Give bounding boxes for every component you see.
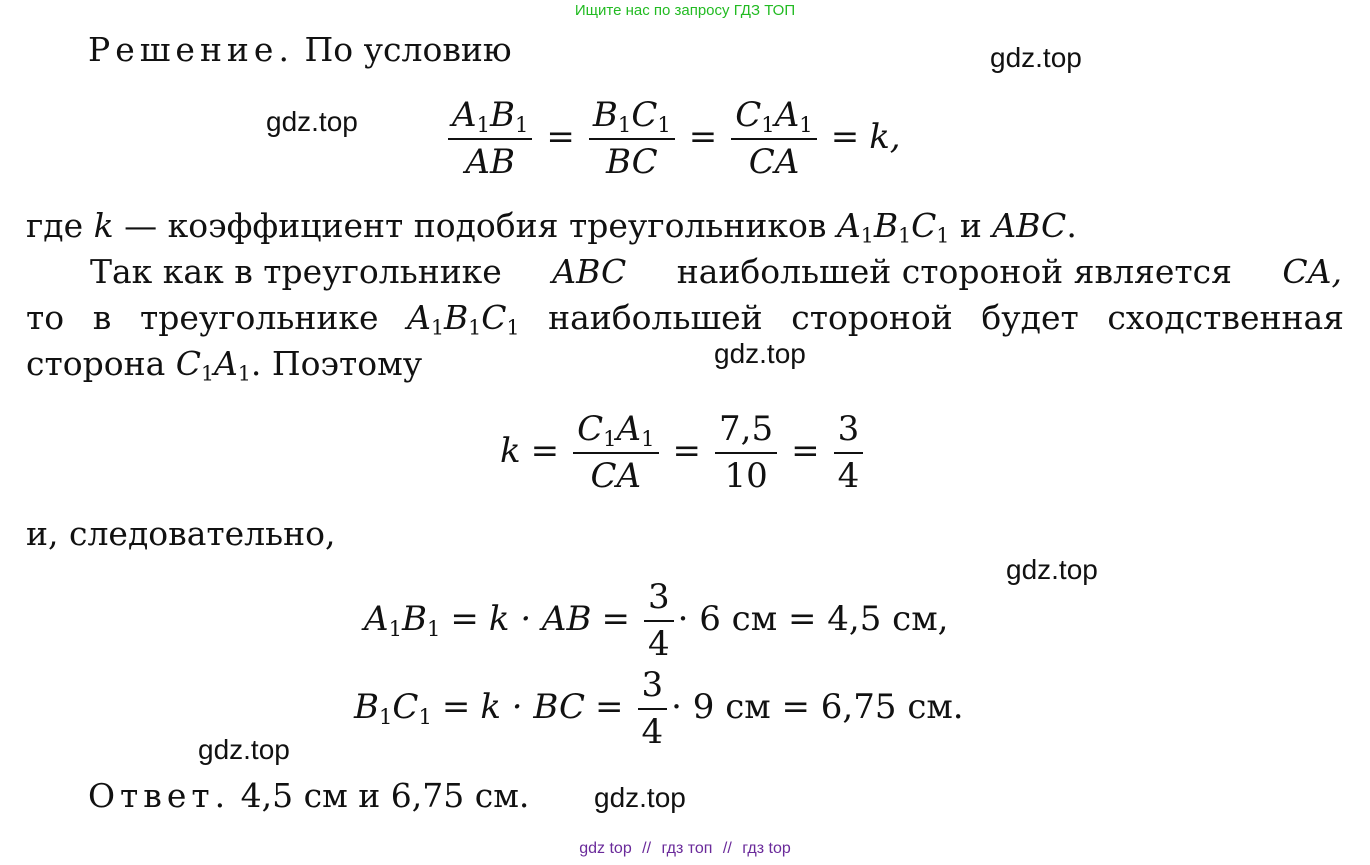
- watermark: gdz.top: [990, 42, 1082, 73]
- formula-k: k = $\frac{C_1A_1}{CA}$ = $\frac{7,5}{10}$ = $\frac{3}{4}$: [500, 410, 867, 496]
- fraction: $\frac{B_1C_1}{BC}$: [589, 96, 675, 182]
- text-line: Так как в треугольнике ABC наибольшей стороной является CA,: [90, 252, 1342, 291]
- fraction: $\frac{C_1A_1}{CA}$: [731, 96, 816, 182]
- watermark: gdz.top: [1006, 554, 1098, 585]
- formula-b1c1: $B_1C_1 = k$ · BC = $\frac{3}{4}$ · 9 см = 6,75 см.: [354, 665, 964, 753]
- fraction: $\frac{7,5}{10}$: [715, 410, 777, 496]
- fraction: $\frac{3}{4}$: [638, 666, 668, 752]
- solution-heading: Решение.: [88, 30, 294, 69]
- fraction: $\frac{3}{4}$: [834, 410, 864, 496]
- watermark: gdz.top: [266, 106, 358, 137]
- footer-separator: //: [642, 840, 652, 857]
- text-line: сторона $C_1A_1$. Поэтому: [26, 344, 423, 386]
- answer-text: 4,5 см и 6,75 см.: [240, 776, 530, 815]
- footer-links: [0, 840, 1370, 858]
- watermark: gdz.top: [714, 338, 806, 369]
- formula-ratios: $\frac{A_1B_1}{AB}$ = $\frac{B_1C_1}{BC}$ = $\frac{C_1A_1}{CA}$ = k,: [444, 96, 901, 182]
- watermark: gdz.top: [594, 782, 686, 813]
- footer-link[interactable]: гдз top: [742, 840, 791, 857]
- answer-label: Ответ.: [88, 776, 231, 815]
- solution-heading-line: [88, 30, 512, 70]
- watermark: gdz.top: [198, 734, 290, 765]
- footer-link[interactable]: gdz top: [579, 840, 632, 857]
- top-banner[interactable]: Ищите нас по запросу ГДЗ ТОП: [574, 2, 796, 19]
- footer-link[interactable]: гдз топ: [661, 840, 713, 857]
- solution-intro: По условию: [304, 30, 512, 69]
- text-line: то в треугольнике $A_1B_1C_1$ наибольшей стороной будет сходственная: [26, 298, 1344, 340]
- text-line-where: где k — коэффициент подобия треугольников $A_1B_1C_1$ и ABC.: [26, 206, 1077, 248]
- answer-line: [88, 776, 529, 816]
- fraction: $\frac{A_1B_1}{AB}$: [448, 96, 532, 182]
- formula-a1b1: $A_1B_1 = k$ · AB = $\frac{3}{4}$ · 6 см = 4,5 см,: [364, 577, 949, 665]
- fraction: $\frac{C_1A_1}{CA}$: [573, 410, 658, 496]
- footer-separator: //: [722, 840, 732, 857]
- fraction: $\frac{3}{4}$: [644, 578, 674, 664]
- text-consequently: и, следовательно,: [26, 514, 336, 553]
